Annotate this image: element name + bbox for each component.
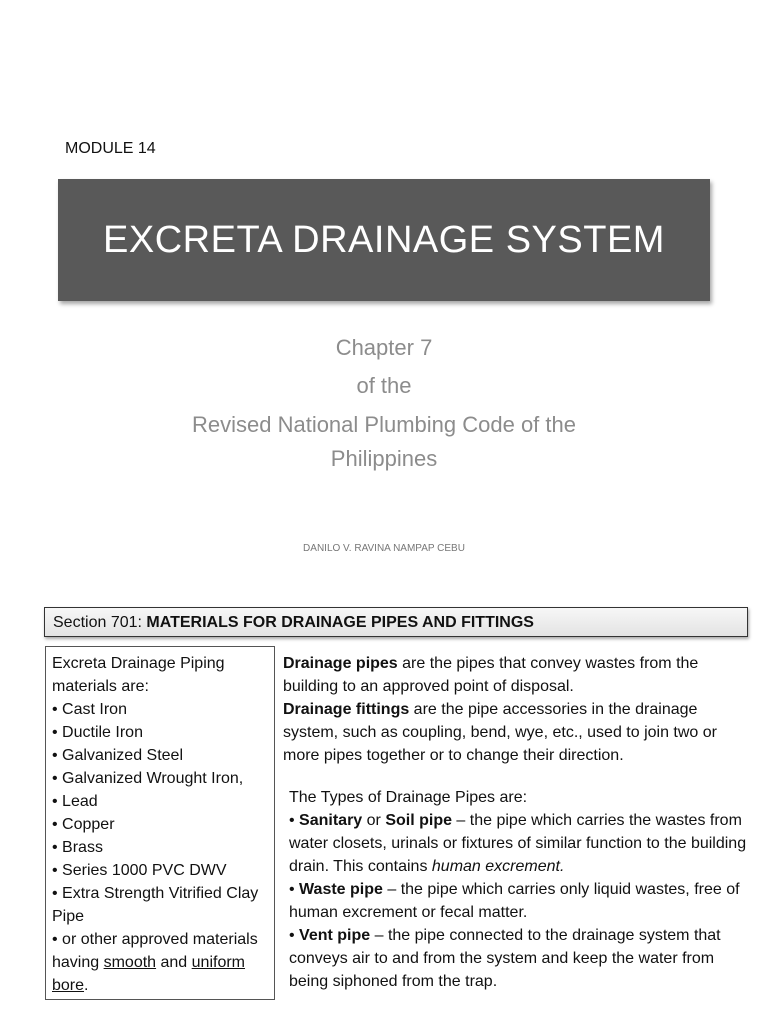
chapter-line-3: Revised National Plumbing Code of the bbox=[191, 412, 576, 437]
drainage-fittings-definition bbox=[283, 698, 753, 767]
materials-list bbox=[52, 698, 268, 997]
term-sanitary: Sanitary bbox=[299, 812, 363, 829]
pipe-types-heading: The Types of Drainage Pipes are: bbox=[289, 789, 528, 806]
term-drainage-fittings: Drainage fittings bbox=[283, 701, 410, 718]
waste-pipe-item bbox=[289, 878, 749, 924]
module-label: MODULE 14 bbox=[65, 140, 156, 157]
section-prefix: Section 701: bbox=[53, 614, 147, 631]
chapter-line-2: of the bbox=[356, 373, 412, 398]
definition-text: are the pipe accessories in the drainage system, such as coupling, bend, wye, etc., used to join two or more pipes together or to change their direction. bbox=[283, 701, 717, 764]
list-item: • Galvanized Wrought Iron, bbox=[52, 770, 244, 787]
list-item: • Series 1000 PVC DWV bbox=[52, 862, 227, 879]
materials-intro: Excreta Drainage Piping materials are: bbox=[52, 655, 225, 695]
other-and: and bbox=[156, 954, 192, 971]
vent-text: – the pipe connected to the drainage system that conveys air to and from the system and keep the water from being siphoned from the trap. bbox=[289, 927, 721, 990]
list-item: • Galvanized Steel bbox=[52, 747, 184, 764]
section-title: MATERIALS FOR DRAINAGE PIPES AND FITTINGS bbox=[146, 614, 534, 631]
underlined-smooth: smooth bbox=[103, 954, 157, 971]
bullet: • bbox=[289, 881, 300, 898]
document-title: EXCRETA DRAINAGE SYSTEM bbox=[103, 218, 665, 261]
list-item: • Copper bbox=[52, 816, 115, 833]
underlined-uniform-bore: uniform bore bbox=[52, 954, 246, 994]
section-header bbox=[44, 607, 748, 637]
materials-box bbox=[45, 646, 275, 1000]
chapter-line-4: Philippines bbox=[330, 446, 438, 471]
vent-pipe-item bbox=[289, 924, 749, 993]
chapter-line-1: Chapter 7 bbox=[335, 335, 433, 360]
term-vent-pipe: Vent pipe bbox=[299, 927, 371, 944]
other-period: . bbox=[84, 977, 89, 994]
list-item: • Extra Strength Vitrified Clay Pipe bbox=[52, 885, 259, 925]
other-text: • or other approved materials having bbox=[52, 931, 258, 971]
term-drainage-pipes: Drainage pipes bbox=[283, 655, 398, 672]
definitions-block bbox=[283, 652, 753, 767]
list-item-other bbox=[52, 928, 268, 997]
list-item: • Lead bbox=[52, 793, 98, 810]
connector-or: or bbox=[362, 812, 386, 829]
bullet: • bbox=[289, 812, 300, 829]
list-item: • Cast Iron bbox=[52, 701, 127, 718]
title-banner bbox=[58, 179, 710, 301]
author-credit: DANILO V. RAVINA NAMPAP CEBU bbox=[303, 543, 465, 554]
list-item: • Ductile Iron bbox=[52, 724, 143, 741]
sanitary-italic: human excrement. bbox=[431, 858, 565, 875]
term-soil-pipe: Soil pipe bbox=[385, 812, 452, 829]
waste-text: – the pipe which carries only liquid wastes, free of human excrement or fecal matter. bbox=[289, 881, 740, 921]
sanitary-pipe-item bbox=[289, 809, 749, 878]
sanitary-text: – the pipe which carries the wastes from water closets, urinals or fixtures of similar function to the building drain. This contains bbox=[289, 812, 747, 875]
bullet: • bbox=[289, 927, 300, 944]
term-waste-pipe: Waste pipe bbox=[299, 881, 383, 898]
list-item: • Brass bbox=[52, 839, 103, 856]
pipe-types-block bbox=[289, 786, 749, 993]
definition-text: are the pipes that convey wastes from the building to an approved point of disposal. bbox=[283, 655, 699, 695]
drainage-pipes-definition bbox=[283, 652, 753, 698]
